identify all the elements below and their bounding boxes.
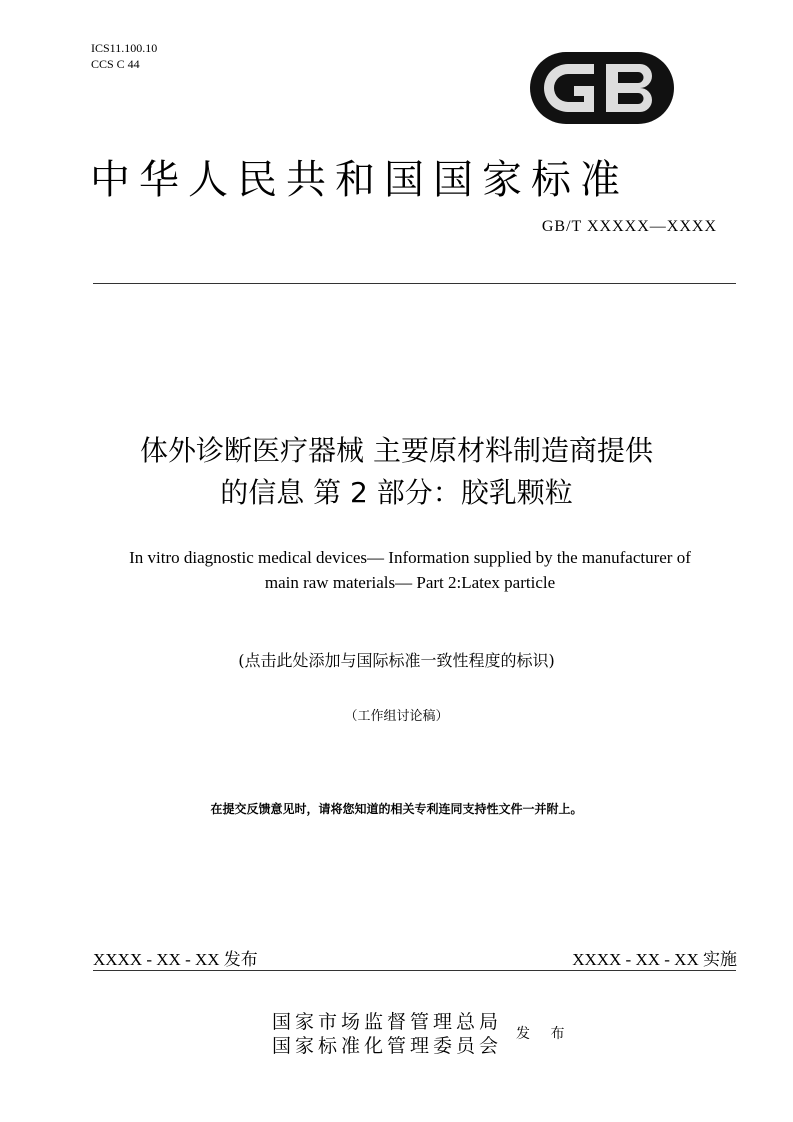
consistency-note[interactable]: (点击此处添加与国际标准一致性程度的标识)	[238, 651, 555, 670]
classification-codes	[91, 40, 157, 72]
header-divider	[93, 283, 736, 284]
issuing-authorities	[272, 1010, 502, 1058]
draft-status: （工作组讨论稿）	[344, 709, 449, 724]
title-chinese	[0, 430, 793, 514]
national-standard-heading: 中华人民共和国国家标准	[90, 157, 629, 203]
standard-number: GB/T XXXXX—XXXX	[541, 218, 717, 235]
patent-notice: 在提交反馈意见时，请将您知道的相关专利连同支持性文件一并附上。	[210, 802, 583, 816]
ics-code: ICS11.100.10	[91, 41, 158, 55]
issuer-sac: 国家标准化管理委员会	[272, 1035, 503, 1057]
publish-label: 发 布	[516, 1026, 573, 1042]
title-cn-line-2: 的信息 第 2 部分：胶乳颗粒	[220, 476, 573, 509]
title-english	[90, 545, 730, 595]
ccs-code: CCS C 44	[91, 57, 140, 71]
issue-date: XXXX - XX - XX 发布	[93, 950, 258, 969]
title-en-line-1: In vitro diagnostic medical devices— Information supplied by the manufacturer of	[129, 548, 691, 567]
issuer-samr: 国家市场监督管理总局	[272, 1011, 503, 1033]
title-cn-line-1: 体外诊断医疗器械 主要原材料制造商提供	[140, 434, 653, 467]
title-en-line-2: main raw materials— Part 2:Latex particle	[264, 573, 556, 592]
implement-date: XXXX - XX - XX 实施	[572, 950, 737, 969]
footer-divider	[93, 970, 736, 971]
gb-logo	[528, 50, 676, 126]
